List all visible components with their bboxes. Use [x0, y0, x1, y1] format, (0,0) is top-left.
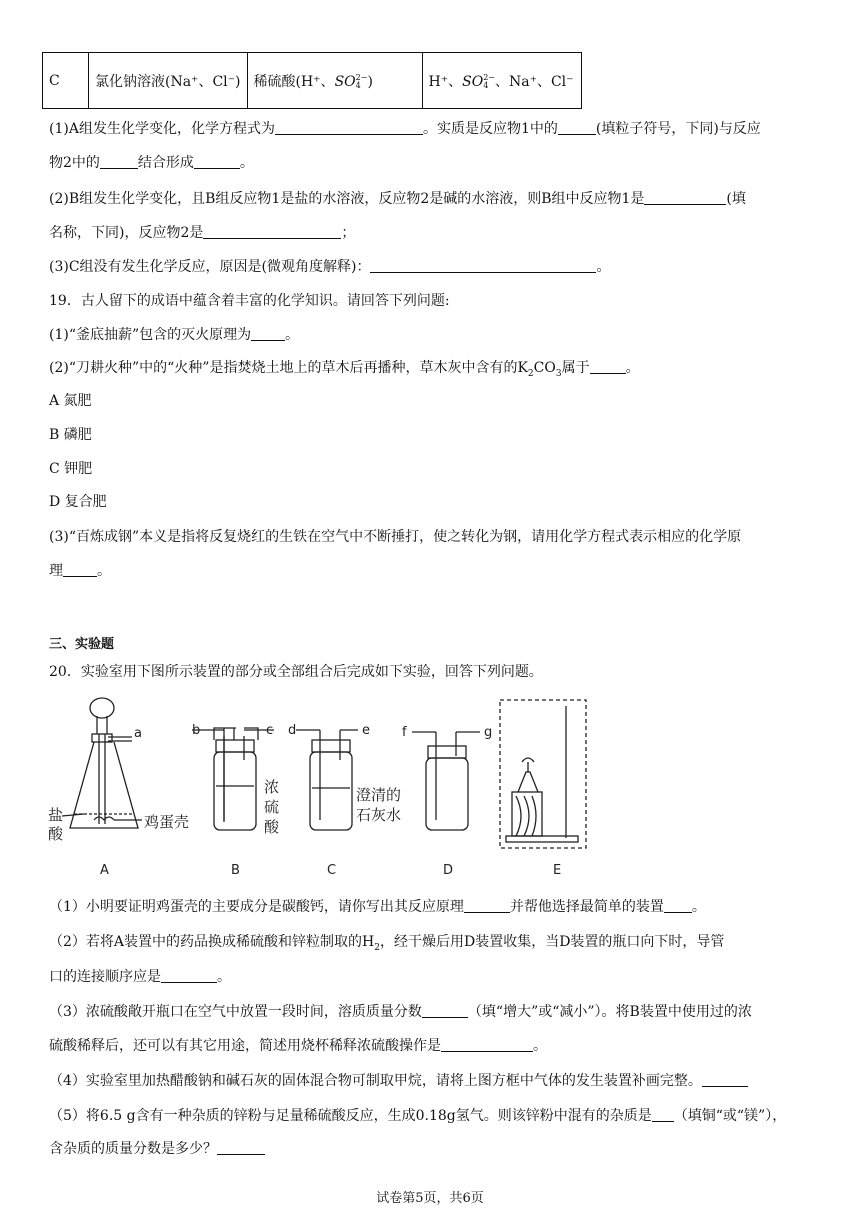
apparatus-d: [412, 732, 480, 830]
q18-p1-text-d: 物2中的: [49, 155, 100, 171]
q20-p4-text: （4）实验室里加热醋酸钠和碱石灰的固体混合物可制取甲烷，请将上图方框中气体的发生装置补画完整。: [49, 1073, 702, 1089]
q20-part2-line1: [49, 931, 724, 953]
q20-intro: 20．实验室用下图所示装置的部分或全部组合后完成如下实验，回答下列问题。: [49, 664, 543, 680]
answer-blank[interactable]: [63, 562, 97, 577]
q18-p1-text-a: (1)A组发生化学变化，化学方程式为: [49, 121, 275, 137]
q18-part1-line1: [49, 118, 761, 138]
apparatus-c: [296, 730, 358, 830]
port-b-label: b: [192, 723, 201, 738]
q20-part1: [49, 896, 706, 916]
q19-p1-text: (1)“釜底抽薪”包含的灭火原理为: [49, 327, 252, 343]
port-g-label: g: [484, 725, 493, 740]
hcl-label-1: 盐: [48, 806, 64, 824]
sulfate-charge-2: [483, 74, 495, 90]
q18-part3: [49, 256, 610, 276]
limewater-label-2: 石灰水: [356, 806, 402, 824]
q20-p1-text-b: 并帮他选择最简单的装置: [509, 899, 664, 915]
table-row: [43, 53, 582, 109]
apparatus-figure: [48, 696, 598, 880]
sulfate-sub: 4: [355, 80, 361, 90]
q18-p1-text-f: 。: [239, 155, 254, 171]
q18-p2-text-d: ；: [341, 225, 356, 241]
q20-part2-line2: [49, 966, 231, 986]
reactant2-cell: [247, 53, 422, 109]
q19-p1-end: 。: [285, 327, 300, 343]
reactant1-cell: 氯化钠溶液(Na⁺、Cl⁻): [89, 53, 248, 109]
figure-label-c: C: [327, 863, 337, 878]
port-f-label: f: [402, 725, 407, 740]
q20-p5-text-c: 含杂质的质量分数是多少？: [49, 1141, 217, 1157]
q20-p2-sub: 2: [374, 942, 380, 953]
answer-blank[interactable]: [702, 1072, 748, 1087]
apparatus-e: [500, 700, 586, 848]
q18-p1-text-e: 结合形成: [137, 155, 194, 171]
q20-p2-text-a: （2）若将A装置中的药品换成稀硫酸和锌粒制取的H: [49, 934, 375, 950]
q19-p2-text-a: (2)“刀耕火种”中的“火种”是指焚烧土地上的草木后再播种，草木灰中含有的K: [49, 360, 528, 376]
limewater-label-1: 澄清的: [356, 786, 402, 804]
conc-label-3: 酸: [264, 818, 280, 836]
q18-p1-text-b: 。实质是反应物1中的: [422, 121, 558, 137]
answer-blank[interactable]: [251, 326, 285, 341]
q20-p2-text-d: 。: [217, 969, 231, 985]
answer-blank[interactable]: [100, 154, 138, 169]
q19-p2-co: CO: [533, 360, 556, 376]
answer-blank[interactable]: [652, 1107, 674, 1122]
sulfate-sup-2: 2−: [483, 72, 495, 82]
q20-p1-text-c: 。: [691, 899, 706, 915]
q18-part2-line1: [49, 188, 746, 208]
sulfate-symbol-2: SO: [462, 73, 484, 90]
page-footer: 试卷第5页，共6页: [376, 1191, 484, 1206]
section-heading: 三、实验题: [49, 637, 115, 652]
q20-part5-line2: [49, 1138, 265, 1158]
q18-part1-line2: [49, 152, 254, 172]
q19-option-c[interactable]: C 钾肥: [49, 461, 93, 477]
q19-option-d[interactable]: D 复合肥: [49, 494, 107, 510]
conc-label-2: 硫: [264, 798, 280, 816]
answer-blank[interactable]: [441, 1037, 533, 1052]
answer-blank[interactable]: [558, 120, 596, 135]
q20-part3-line2: [49, 1035, 547, 1055]
answer-blank[interactable]: [161, 968, 217, 983]
q19-p2-sub-3: 3: [555, 368, 562, 379]
q19-option-b[interactable]: B 磷肥: [49, 427, 92, 443]
answer-blank[interactable]: [590, 359, 626, 374]
figure-label-e: E: [553, 863, 562, 878]
product-rest: 、Na⁺、Cl⁻: [494, 73, 574, 90]
figure-label-d: D: [443, 863, 454, 878]
reactant2-suffix: ): [367, 73, 373, 90]
q19-part3-line2: [49, 560, 111, 580]
answer-blank[interactable]: [464, 898, 510, 913]
row-label: C: [43, 53, 89, 109]
q20-part3-line1: [49, 1001, 752, 1021]
sulfate-symbol: SO: [334, 73, 356, 90]
answer-blank[interactable]: [194, 154, 240, 169]
q20-p1-text-a: （1）小明要证明鸡蛋壳的主要成分是碳酸钙，请你写出其反应原理: [49, 899, 464, 915]
figure-label-a: A: [100, 863, 109, 878]
answer-blank[interactable]: [422, 1003, 468, 1018]
eggshell-label: 鸡蛋壳: [144, 813, 190, 831]
port-a-label: a: [134, 726, 142, 741]
q18-p3-text-b: 。: [596, 259, 611, 275]
q19-p2-end: 。: [625, 360, 640, 376]
port-d-label: d: [288, 723, 297, 738]
q19-part3-line1: (3)“百炼成钢”本义是指将反复烧红的生铁在空气中不断捶打，使之转化为钢，请用化学方程式表示相应的化学原: [49, 529, 742, 545]
q19-part1: [49, 324, 299, 344]
conc-label-1: 浓: [264, 778, 280, 796]
port-c-label: c: [266, 723, 274, 738]
q20-p2-text-c: 口的连接顺序应是: [49, 969, 161, 985]
product-cell: [422, 53, 581, 109]
sulfate-charge: [356, 74, 368, 90]
q18-p2-text-b: (填: [726, 191, 746, 207]
answer-blank[interactable]: [644, 190, 726, 205]
answer-blank[interactable]: [217, 1140, 265, 1155]
figure-label-b: B: [231, 863, 240, 878]
q20-p3-text-b: （填“增大”或“减小”）。将B装置中使用过的浓: [467, 1004, 752, 1020]
q18-p2-text-a: (2)B组发生化学变化，且B组反应物1是盐的水溶液，反应物2是碱的水溶液，则B组中反应物1是: [49, 191, 645, 207]
q19-p3-end: 。: [97, 563, 111, 579]
reactant2-prefix: 稀硫酸(H⁺、: [253, 73, 335, 90]
q18-part2-line2: [49, 222, 355, 242]
port-e-label: e: [362, 723, 370, 738]
q20-p3-text-a: （3）浓硫酸敞开瓶口在空气中放置一段时间，溶质质量分数: [49, 1004, 422, 1020]
q18-p1-text-c: (填粒子符号，下同)与反应: [595, 121, 761, 137]
apparatus-b: [192, 728, 274, 830]
product-h: H⁺、: [428, 73, 463, 90]
answer-blank[interactable]: [664, 898, 692, 913]
q20-p5-text-a: （5）将6.5 g含有一种杂质的锌粉与足量稀硫酸反应，生成0.18g氢气。则该锌粉中混有的杂质是: [49, 1108, 652, 1124]
q18-p2-text-c: 名称，下同)，反应物2是: [49, 225, 204, 241]
q18-p3-text-a: (3)C组没有发生化学反应，原因是(微观角度解释)：: [49, 259, 371, 275]
hcl-label-2: 酸: [48, 825, 64, 843]
q20-part4: [49, 1070, 748, 1090]
q19-option-a[interactable]: A 氮肥: [49, 393, 92, 409]
q19-p3-text-b: 理: [49, 563, 63, 579]
sulfate-sub-2: 4: [483, 80, 489, 90]
ion-table: [42, 52, 582, 109]
q20-part5-line1: [49, 1105, 786, 1125]
apparatus-a: [62, 698, 142, 828]
answer-blank[interactable]: [275, 120, 423, 135]
q20-p3-text-d: 。: [533, 1038, 547, 1054]
q19-part2: [49, 357, 640, 379]
answer-blank[interactable]: [370, 258, 596, 273]
q19-p2-sub-k: 2: [527, 368, 534, 379]
sulfate-sup: 2−: [355, 72, 368, 82]
q20-p5-text-b: （填铜“或“镁”），: [673, 1108, 787, 1124]
q20-p3-text-c: 硫酸稀释后，还可以有其它用途，简述用烧杯稀释浓硫酸操作是: [49, 1038, 441, 1054]
q19-intro: 19．古人留下的成语中蕴含着丰富的化学知识。请回答下列问题:: [49, 293, 450, 309]
q20-p2-text-b: ，经干燥后用D装置收集，当D装置的瓶口向下时，导管: [379, 934, 725, 950]
answer-blank[interactable]: [203, 224, 341, 239]
q19-p2-text-b: 属于: [561, 360, 590, 376]
